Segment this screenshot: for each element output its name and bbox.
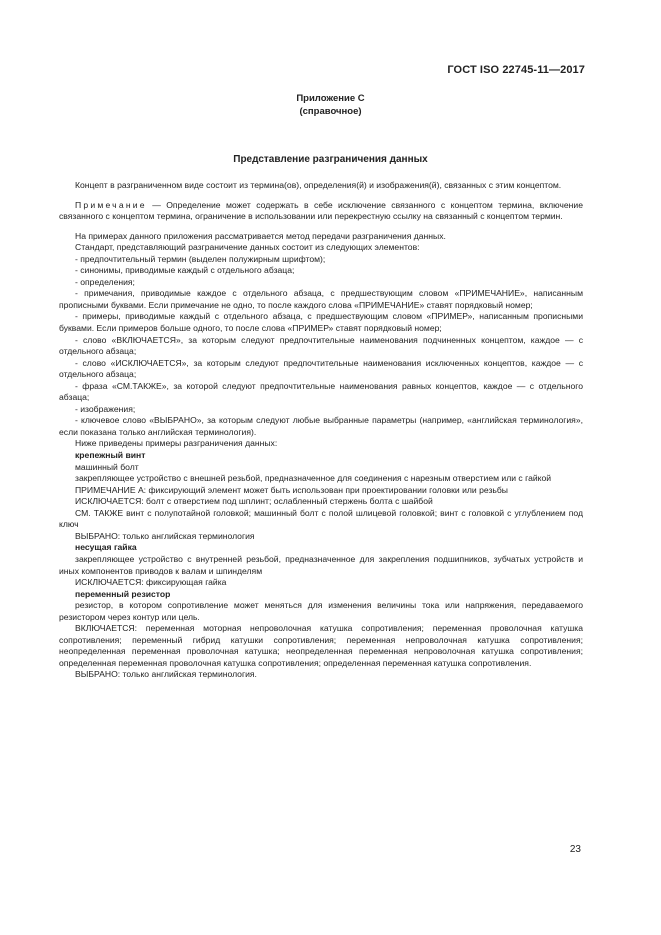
- standard-code: ГОСТ ISO 22745-11—2017: [447, 64, 585, 76]
- example-line: ВЫБРАНО: только английская терминология.: [75, 669, 257, 680]
- list-item: - изображения;: [75, 403, 136, 414]
- annex-kind: (справочное): [299, 105, 362, 117]
- example-line: резистор, в котором сопротивление может меняться для изменения величины тока или напряжения, передаваемого резистором через контур или цель.: [59, 600, 583, 622]
- example-line: машинный болт: [75, 461, 139, 472]
- example-line: ВЫБРАНО: только английская терминология: [75, 530, 255, 541]
- example-line: ВКЛЮЧАЕТСЯ: переменная моторная непроволочная катушка сопротивления; переменная проволочная катушка сопротивления; переменный гибрид катушки сопротивления; переменная непроволочная катушка сопротивления; неопределенная переменная проволочная катушка; неопределенная переменная непроволочная катушка сопротивления; определенная переменная проволочная катушка сопротивления; определенная переменная катушка сопротивления.: [59, 623, 583, 668]
- list-item: - примеры, приводимые каждый с отдельного абзаца, с предшествующим словом «ПРИМЕР», написанным прописными буквами. Если примеров больше одного, то после слова «ПРИМЕР» ставят порядковый номер;: [59, 311, 583, 334]
- list-item: - слово «ИСКЛЮЧАЕТСЯ», за которым следуют предпочтительные наименования исключенных концептов, каждое — с отдельного абзаца;: [59, 357, 583, 380]
- page-number: 23: [569, 844, 581, 855]
- document-body: [59, 180, 583, 681]
- example-line: СМ. ТАКЖЕ винт с полупотайной головкой; машинный болт с полой шлицевой головкой; винт с головкой с углублением под ключ: [59, 507, 583, 530]
- example-line: ПРИМЕЧАНИЕ А: фиксирующий элемент может быть использован при проектировании головки или резьбы: [75, 484, 508, 495]
- examples-lead-paragraph: Ниже приведены примеры разграничения данных:: [75, 438, 278, 449]
- elements-list: [59, 254, 583, 439]
- method-paragraph: На примерах данного приложения рассматривается метод передачи разграничения данных.: [75, 230, 446, 241]
- example-term: несущая гайка: [75, 542, 137, 553]
- standard-lead-paragraph: Стандарт, представляющий разграничение данных состоит из следующих элементов:: [75, 242, 420, 253]
- example-line: ИСКЛЮЧАЕТСЯ: болт с отверстием под шплинт; ослабленный стержень болта с шайбой: [75, 496, 433, 507]
- list-item: - примечания, приводимые каждое с отдельного абзаца, с предшествующим словом «ПРИМЕЧАНИЕ», написанным прописными буквами. Если примечание не одно, то после каждого слова «ПРИМЕЧАНИЕ» ставят порядковый номер;: [59, 288, 583, 310]
- list-item: - синонимы, приводимые каждый с отдельного абзаца;: [75, 265, 295, 276]
- list-item: - определения;: [75, 276, 135, 287]
- example-line: закрепляющее устройство с внешней резьбой, предназначенное для соединения с нарезным отверстием или с гайкой: [75, 473, 552, 484]
- annex-heading: [0, 93, 661, 118]
- list-item: - ключевое слово «ВЫБРАНО», за которым следуют любые выбранные параметры (например, «английская терминология», если показана только английская терминология).: [59, 415, 583, 437]
- note-paragraph: [59, 200, 583, 223]
- note-text: — Определение может содержать в себе исключение связанного с концептом термина, включение связанного с концептом термина, ограничение в использовании или перекрестную ссылку на связанный с концептом термин.: [59, 199, 583, 222]
- example-line: ИСКЛЮЧАЕТСЯ: фиксирующая гайка: [75, 577, 227, 588]
- example-term: крепежный винт: [75, 450, 146, 461]
- example-line: закрепляющее устройство с внутренней резьбой, предназначенное для закрепления подшипников, зубчатых устройств и иных компонентов приводов к валам и шпинделям: [59, 553, 583, 576]
- annex-title: Приложение С: [296, 93, 365, 104]
- intro-paragraph: Концепт в разграниченном виде состоит из термина(ов), определения(й) и изображения(й), связанных с этим концептом.: [75, 180, 562, 190]
- example-term: переменный резистор: [75, 588, 171, 599]
- section-title: Представление разграничения данных: [233, 154, 428, 165]
- examples-block: [59, 450, 583, 681]
- list-item: - фраза «СМ.ТАКЖЕ», за которой следуют предпочтительные наименования равных концептов, каждое — с отдельного абзаца;: [59, 380, 583, 403]
- list-item: - слово «ВКЛЮЧАЕТСЯ», за которым следуют предпочтительные наименования подчиненных концептом, каждое — с отдельного абзаца;: [59, 334, 583, 357]
- list-item: - предпочтительный термин (выделен полужирным шрифтом);: [75, 253, 326, 264]
- note-label: Примечание: [75, 199, 147, 210]
